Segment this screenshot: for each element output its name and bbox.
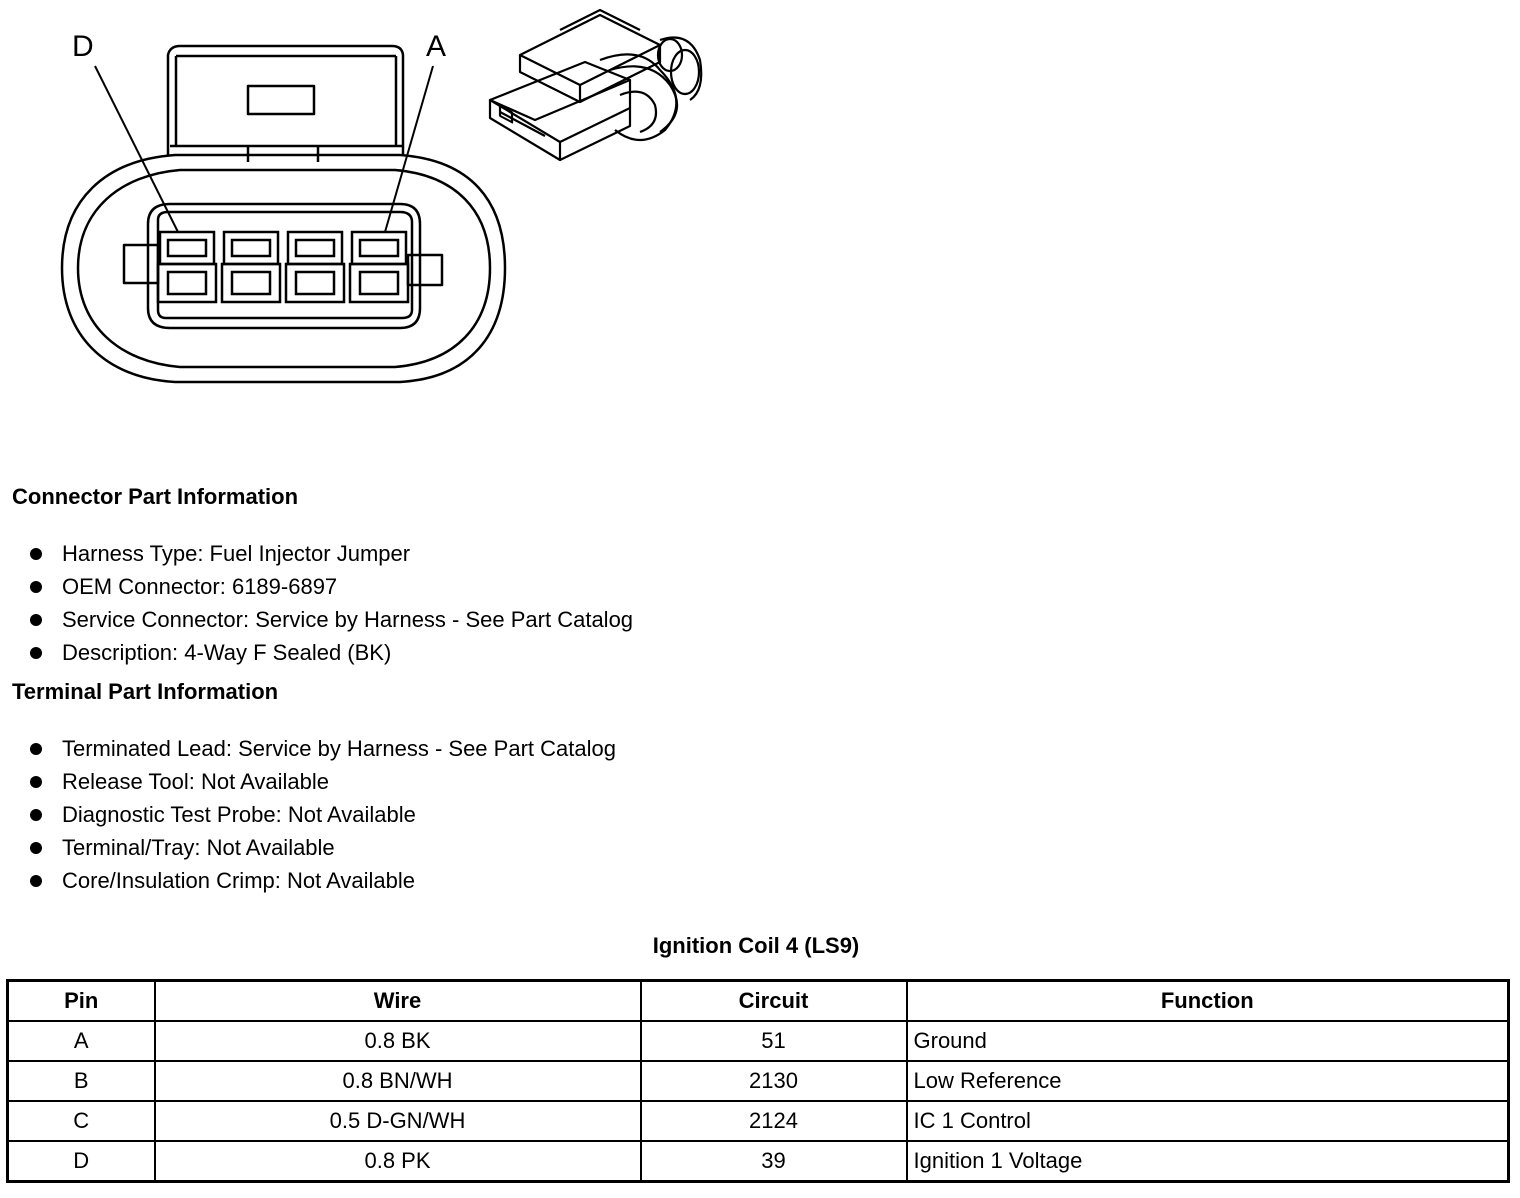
connector-diagram [0, 0, 720, 400]
bullet-icon [30, 842, 42, 854]
table-header-row [8, 981, 1509, 1022]
column-header-function: Function [907, 981, 1509, 1022]
connector-isometric-view [490, 10, 701, 160]
cell-circuit: 2130 [641, 1061, 907, 1101]
terminal-info-title: Terminal Part Information [12, 679, 279, 704]
table-row [8, 1141, 1509, 1182]
pin-label-d: D [72, 30, 94, 63]
cell-wire: 0.8 BN/WH [155, 1061, 641, 1101]
list-item: Service Connector: Service by Harness - See Part Catalog [26, 603, 633, 636]
cell-function: Low Reference [907, 1061, 1509, 1101]
bullet-icon [30, 743, 42, 755]
bullet-icon [30, 614, 42, 626]
bullet-icon [30, 776, 42, 788]
cell-pin: D [8, 1141, 155, 1182]
cell-pin: A [8, 1021, 155, 1061]
cell-function: Ground [907, 1021, 1509, 1061]
cell-circuit: 51 [641, 1021, 907, 1061]
cell-wire: 0.5 D-GN/WH [155, 1101, 641, 1141]
bullet-icon [30, 875, 42, 887]
list-item: Diagnostic Test Probe: Not Available [26, 798, 616, 831]
list-item: Harness Type: Fuel Injector Jumper [26, 537, 633, 570]
connector-info-list [26, 537, 633, 669]
cavity-d [158, 232, 216, 302]
cell-function: Ignition 1 Voltage [907, 1141, 1509, 1182]
terminal-info-list [26, 732, 616, 897]
connector-housing-inner [78, 170, 490, 367]
list-item: Terminated Lead: Service by Harness - See Part Catalog [26, 732, 616, 765]
locking-tab [168, 46, 403, 155]
leader-line-a [385, 66, 433, 232]
connector-housing-outer [62, 155, 505, 382]
column-header-circuit: Circuit [641, 981, 907, 1022]
cavity-b [286, 232, 344, 302]
column-header-pin: Pin [8, 981, 155, 1022]
cell-pin: C [8, 1101, 155, 1141]
cell-function: IC 1 Control [907, 1101, 1509, 1141]
table-row [8, 1101, 1509, 1141]
cell-pin: B [8, 1061, 155, 1101]
cavity-c [222, 232, 280, 302]
cell-wire: 0.8 BK [155, 1021, 641, 1061]
connector-info-title: Connector Part Information [12, 484, 299, 509]
cell-circuit: 39 [641, 1141, 907, 1182]
list-item: Core/Insulation Crimp: Not Available [26, 864, 616, 897]
bullet-icon [30, 581, 42, 593]
pin-table [6, 979, 1510, 1183]
table-title: Ignition Coil 4 (LS9) [652, 933, 860, 958]
cell-wire: 0.8 PK [155, 1141, 641, 1182]
table-row [8, 1021, 1509, 1061]
leader-line-d [95, 66, 178, 232]
list-item: OEM Connector: 6189-6897 [26, 570, 633, 603]
column-header-wire: Wire [155, 981, 641, 1022]
list-item: Description: 4-Way F Sealed (BK) [26, 636, 633, 669]
bullet-icon [30, 548, 42, 560]
list-item: Terminal/Tray: Not Available [26, 831, 616, 864]
list-item: Release Tool: Not Available [26, 765, 616, 798]
pin-cavities [158, 232, 408, 302]
pin-label-a: A [426, 30, 447, 63]
bullet-icon [30, 647, 42, 659]
cavity-a [350, 232, 408, 302]
cell-circuit: 2124 [641, 1101, 907, 1141]
table-row [8, 1061, 1509, 1101]
bullet-icon [30, 809, 42, 821]
